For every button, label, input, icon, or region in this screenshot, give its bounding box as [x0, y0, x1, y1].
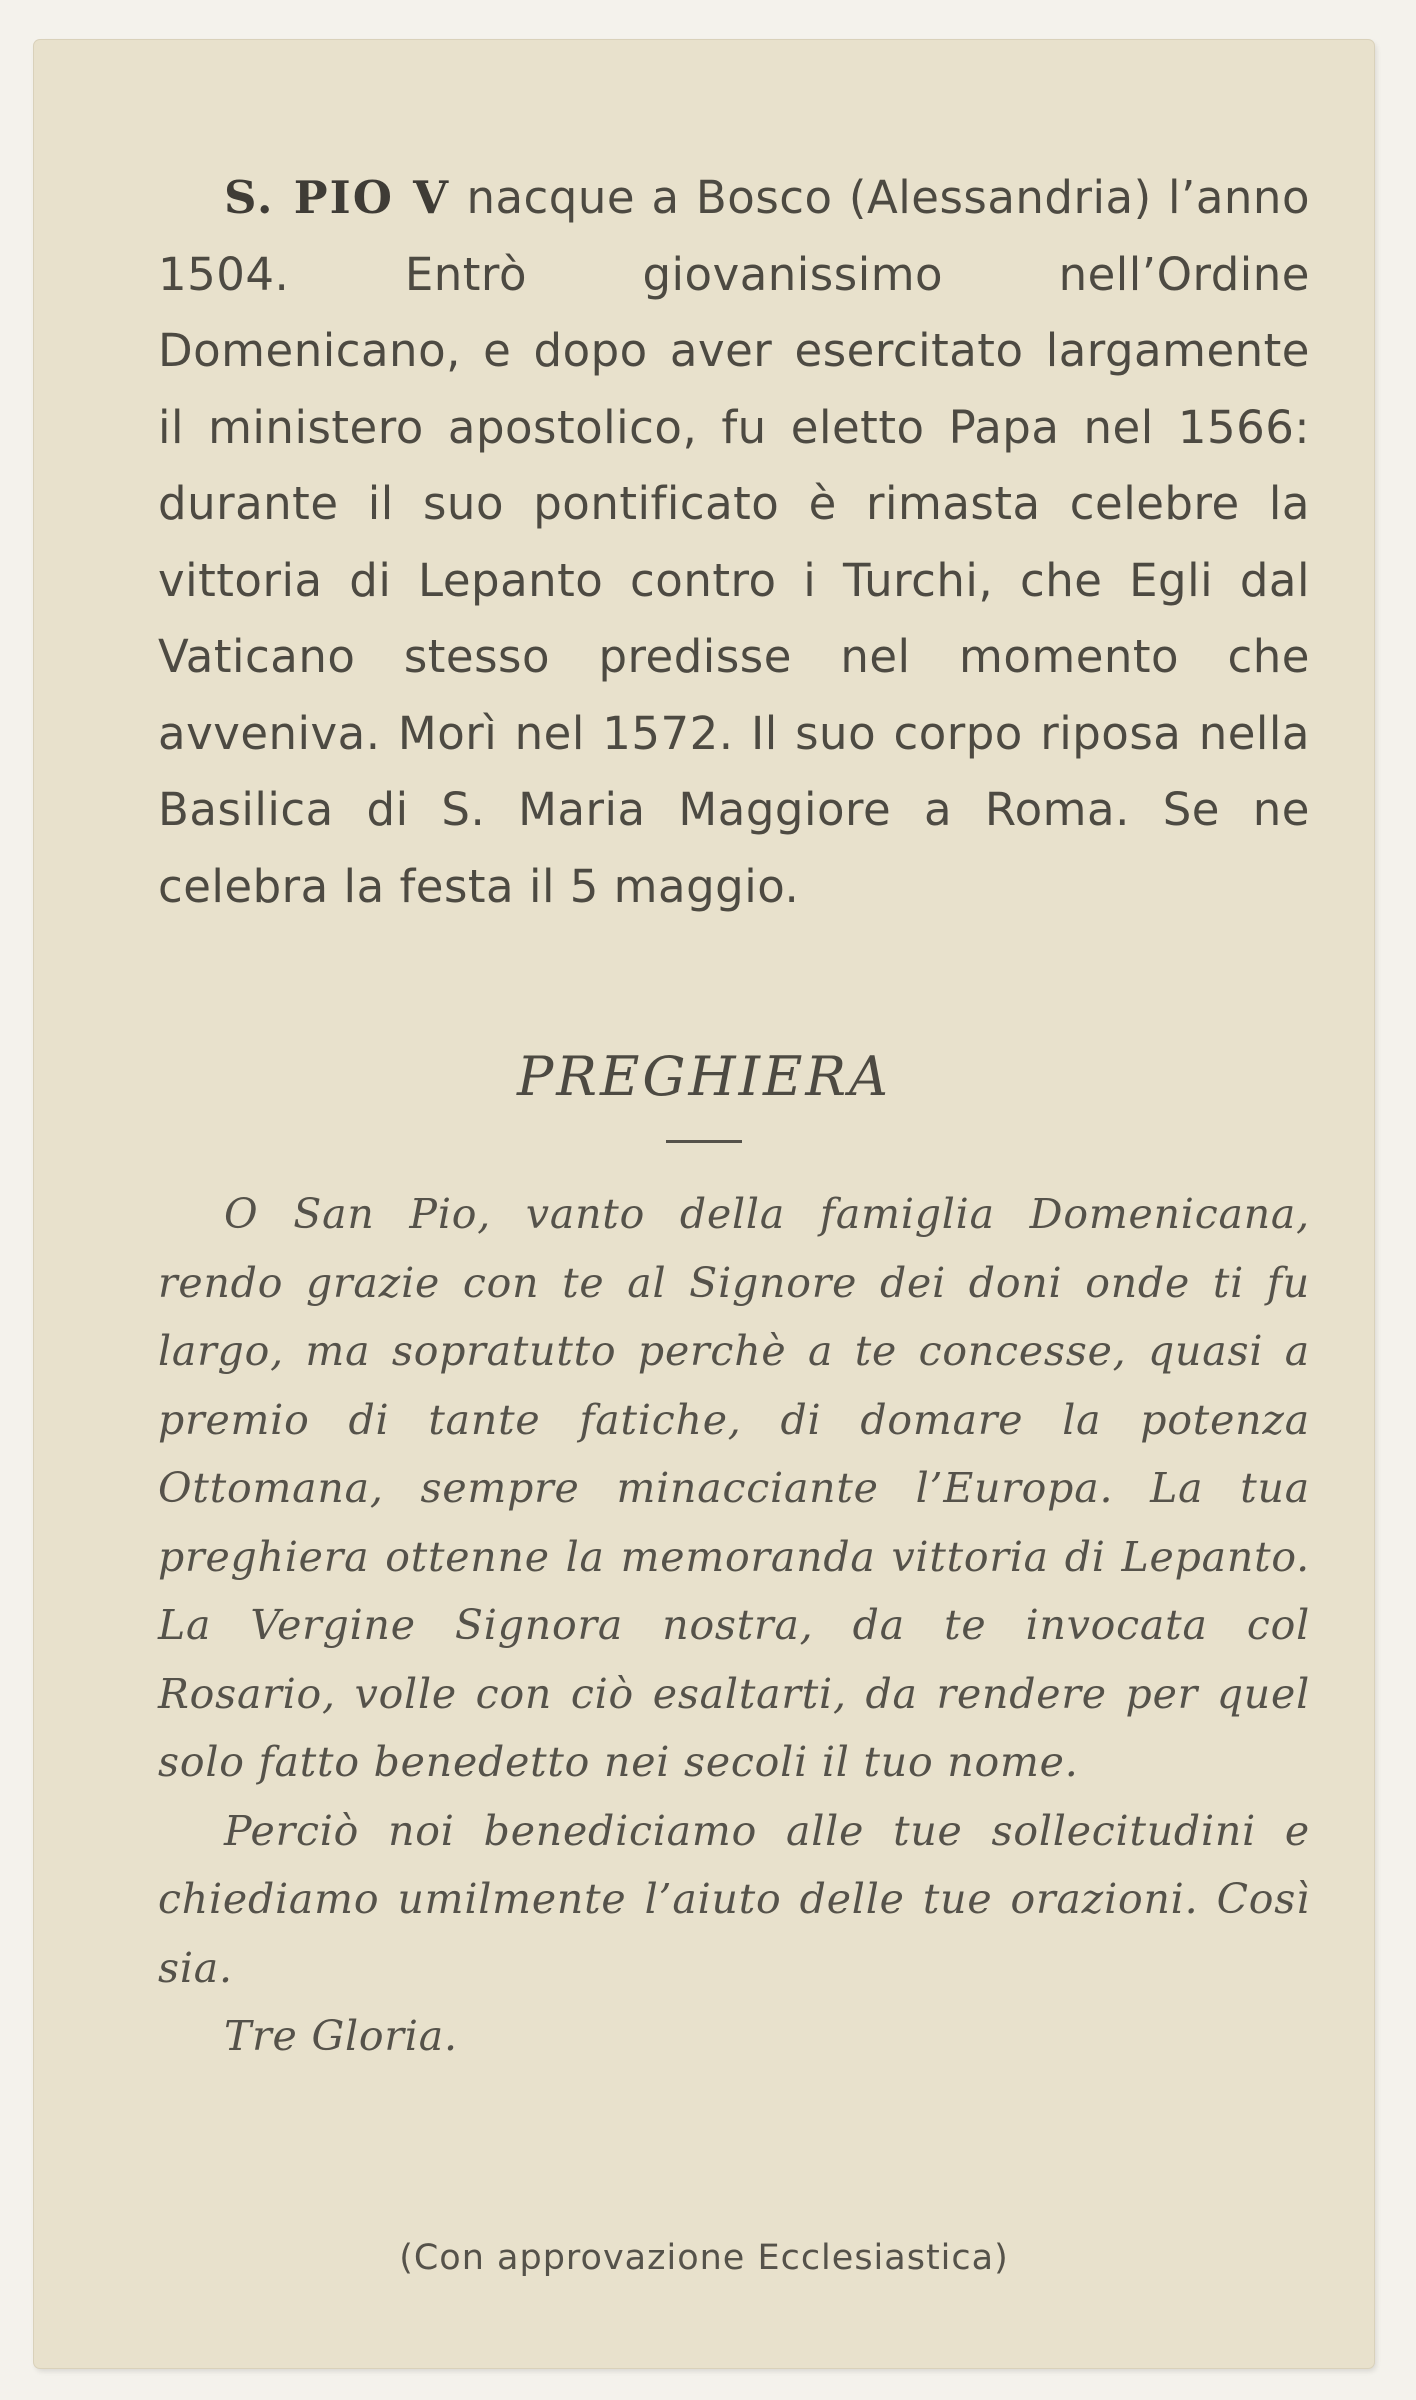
prayer-title: PREGHIERA — [516, 1045, 892, 1108]
title-divider — [666, 1140, 742, 1143]
saint-name: S. PIO V — [224, 171, 451, 224]
prayer-paragraph: Perciò noi benediciamo alle tue sollecitudini e chiediamo umilmente l’aiuto delle tue orazioni. Così sia. — [158, 1806, 1310, 1992]
ecclesiastical-approval: (Con approvazione Ecclesiastica) — [399, 2238, 1009, 2278]
prayer-body — [158, 1180, 1310, 2071]
holy-card-back — [34, 40, 1374, 2368]
prayer-closing: Tre Gloria. — [224, 2012, 458, 2060]
saint-biography — [158, 160, 1310, 925]
biography-text: nacque a Bosco (Alessandria) l’anno 1504. Entrò giovanissimo nell’Ordine Domenicano, e dopo aver esercitato largamente il ministero apostolico, fu eletto Papa nel 1566: durante il suo pontificato è rimasta celebre la vittoria di Lepanto contro i Turchi, che Egli dal Vaticano stesso predisse nel momento che avveniva. Morì nel 1572. Il suo corpo riposa nella Basilica di S. Maria Maggiore a Roma. Se ne celebra la festa il 5 maggio. — [158, 171, 1310, 913]
prayer-paragraph: O San Pio, vanto della famiglia Domenicana, rendo grazie con te al Signore dei doni onde ti fu largo, ma sopratutto perchè a te concesse, quasi a premio di tante fatiche, di domare la potenza Ottomana, sempre minacciante l’Europa. La tua preghiera ottenne la memoranda vittoria di Lepanto. La Vergine Signora nostra, da te invocata col Rosario, volle con ciò esaltarti, da rendere per quel solo fatto benedetto nei secoli il tuo nome. — [158, 1190, 1310, 1786]
